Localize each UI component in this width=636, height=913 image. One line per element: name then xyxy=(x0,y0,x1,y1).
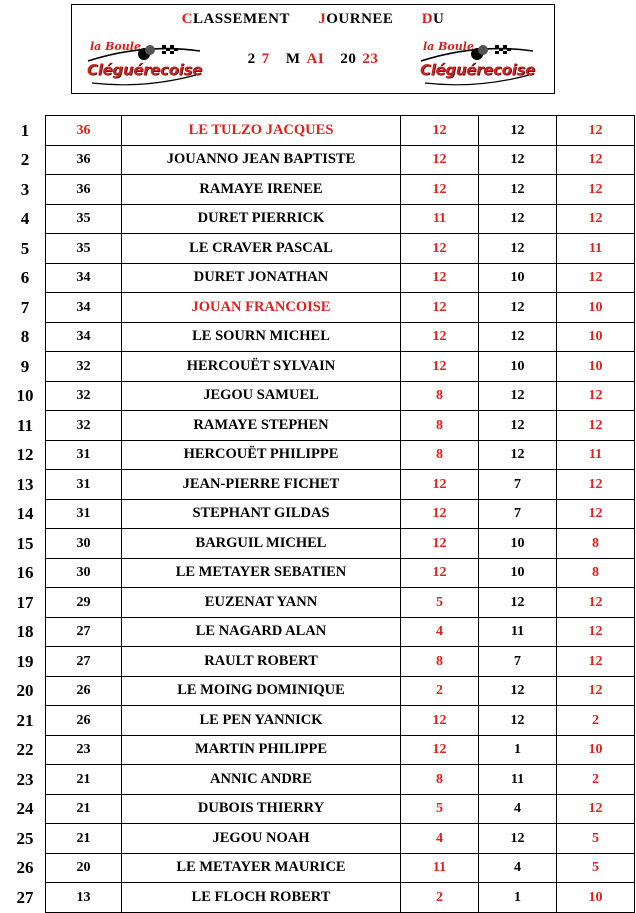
player-name-cell: EUZENAT YANN xyxy=(122,588,401,618)
score-2-cell: 4 xyxy=(479,794,557,824)
score-3-cell: 5 xyxy=(557,853,635,883)
rank-cell: 6 xyxy=(20,268,30,288)
table-row xyxy=(5,234,635,264)
player-name-cell: MARTIN PHILIPPE xyxy=(122,735,401,765)
rank-cell: 21 xyxy=(16,710,34,730)
table-row xyxy=(5,352,635,382)
rank-cell: 1 xyxy=(20,120,30,140)
score-1-cell: 12 xyxy=(401,470,479,500)
table-row xyxy=(5,411,635,441)
table-row xyxy=(5,883,635,913)
score-2-cell: 11 xyxy=(479,765,557,795)
player-name-cell: RAULT ROBERT xyxy=(122,647,401,677)
score-3-cell: 12 xyxy=(557,470,635,500)
points-cell: 13 xyxy=(46,883,122,913)
table-row xyxy=(5,647,635,677)
score-1-cell: 12 xyxy=(401,706,479,736)
score-3-cell: 12 xyxy=(557,676,635,706)
score-3-cell: 8 xyxy=(557,529,635,559)
rank-cell: 16 xyxy=(16,563,34,583)
points-cell: 35 xyxy=(46,234,122,264)
score-2-cell: 7 xyxy=(479,647,557,677)
table-row xyxy=(5,529,635,559)
score-2-cell: 10 xyxy=(479,352,557,382)
score-3-cell: 10 xyxy=(557,735,635,765)
score-1-cell: 12 xyxy=(401,145,479,175)
score-3-cell: 12 xyxy=(557,204,635,234)
score-3-cell: 12 xyxy=(557,617,635,647)
score-3-cell: 12 xyxy=(557,499,635,529)
rank-cell: 9 xyxy=(20,356,30,376)
points-cell: 26 xyxy=(46,706,122,736)
score-2-cell: 12 xyxy=(479,411,557,441)
points-cell: 35 xyxy=(46,204,122,234)
rank-cell: 11 xyxy=(16,415,34,435)
player-name-cell: BARGUIL MICHEL xyxy=(122,529,401,559)
rank-cell: 26 xyxy=(16,858,34,878)
player-name-cell: HERCOUËT PHILIPPE xyxy=(122,440,401,470)
player-name-cell: LE METAYER SEBATIEN xyxy=(122,558,401,588)
logo-text: Cléguérecoise xyxy=(420,61,536,79)
player-name-cell: DUBOIS THIERRY xyxy=(122,794,401,824)
table-row xyxy=(5,470,635,500)
score-1-cell: 12 xyxy=(401,116,479,146)
score-3-cell: 10 xyxy=(557,293,635,323)
score-2-cell: 1 xyxy=(479,735,557,765)
score-1-cell: 5 xyxy=(401,794,479,824)
rank-cell: 24 xyxy=(16,799,34,819)
points-cell: 30 xyxy=(46,558,122,588)
score-3-cell: 8 xyxy=(557,558,635,588)
points-cell: 26 xyxy=(46,676,122,706)
score-3-cell: 12 xyxy=(557,794,635,824)
logo-text: Cléguérecoise xyxy=(87,61,203,79)
ranking-rows xyxy=(5,116,635,913)
score-3-cell: 12 xyxy=(557,647,635,677)
score-2-cell: 11 xyxy=(479,617,557,647)
score-1-cell: 12 xyxy=(401,293,479,323)
score-1-cell: 11 xyxy=(401,853,479,883)
score-2-cell: 10 xyxy=(479,558,557,588)
score-1-cell: 8 xyxy=(401,381,479,411)
score-2-cell: 4 xyxy=(479,853,557,883)
score-1-cell: 2 xyxy=(401,883,479,913)
table-row xyxy=(5,116,635,146)
score-2-cell: 1 xyxy=(479,883,557,913)
rank-cell: 27 xyxy=(16,887,34,907)
score-1-cell: 5 xyxy=(401,588,479,618)
points-cell: 23 xyxy=(46,735,122,765)
score-3-cell: 2 xyxy=(557,706,635,736)
rank-cell: 8 xyxy=(20,327,30,347)
score-3-cell: 10 xyxy=(557,352,635,382)
rank-cell: 13 xyxy=(16,474,34,494)
table-row xyxy=(5,322,635,352)
player-name-cell: JOUAN FRANCOISE xyxy=(122,293,401,323)
points-cell: 36 xyxy=(46,116,122,146)
score-1-cell: 12 xyxy=(401,234,479,264)
points-cell: 34 xyxy=(46,263,122,293)
table-row xyxy=(5,499,635,529)
score-2-cell: 10 xyxy=(479,263,557,293)
score-3-cell: 12 xyxy=(557,145,635,175)
score-1-cell: 2 xyxy=(401,676,479,706)
score-3-cell: 12 xyxy=(557,175,635,205)
table-row xyxy=(5,204,635,234)
table-row xyxy=(5,145,635,175)
table-row xyxy=(5,706,635,736)
score-3-cell: 12 xyxy=(557,381,635,411)
points-cell: 30 xyxy=(46,529,122,559)
score-1-cell: 12 xyxy=(401,529,479,559)
player-name-cell: JEGOU NOAH xyxy=(122,824,401,854)
score-3-cell: 11 xyxy=(557,234,635,264)
score-2-cell: 12 xyxy=(479,706,557,736)
club-logo-right xyxy=(417,39,537,89)
score-2-cell: 12 xyxy=(479,175,557,205)
points-cell: 31 xyxy=(46,470,122,500)
table-row xyxy=(5,440,635,470)
points-cell: 21 xyxy=(46,794,122,824)
rank-cell: 15 xyxy=(16,533,34,553)
rank-cell: 22 xyxy=(16,740,34,760)
rank-cell: 23 xyxy=(16,769,34,789)
player-name-cell: LE PEN YANNICK xyxy=(122,706,401,736)
player-name-cell: DURET JONATHAN xyxy=(122,263,401,293)
score-1-cell: 12 xyxy=(401,735,479,765)
points-cell: 21 xyxy=(46,765,122,795)
table-row xyxy=(5,558,635,588)
player-name-cell: LE FLOCH ROBERT xyxy=(122,883,401,913)
player-name-cell: LE SOURN MICHEL xyxy=(122,322,401,352)
player-name-cell: ANNIC ANDRE xyxy=(122,765,401,795)
rank-cell: 18 xyxy=(16,622,34,642)
player-name-cell: LE NAGARD ALAN xyxy=(122,617,401,647)
score-2-cell: 12 xyxy=(479,824,557,854)
title-word-journee: JOURNEE xyxy=(318,11,394,27)
points-cell: 31 xyxy=(46,499,122,529)
player-name-cell: JOUANNO JEAN BAPTISTE xyxy=(122,145,401,175)
date-day: 2 7 xyxy=(247,51,270,67)
score-2-cell: 10 xyxy=(479,529,557,559)
logo-top-text: la Boule xyxy=(423,40,474,53)
score-2-cell: 12 xyxy=(479,293,557,323)
rank-cell: 12 xyxy=(16,445,34,465)
player-name-cell: LE MOING DOMINIQUE xyxy=(122,676,401,706)
player-name-cell: RAMAYE STEPHEN xyxy=(122,411,401,441)
ranking-table xyxy=(5,115,635,913)
score-1-cell: 12 xyxy=(401,175,479,205)
title-word-du: DU xyxy=(421,11,445,27)
score-3-cell: 12 xyxy=(557,588,635,618)
points-cell: 20 xyxy=(46,853,122,883)
player-name-cell: JEAN-PIERRE FICHET xyxy=(122,470,401,500)
score-2-cell: 12 xyxy=(479,145,557,175)
title-word-classement: CLASSEMENT xyxy=(181,11,290,27)
points-cell: 32 xyxy=(46,381,122,411)
points-cell: 36 xyxy=(46,175,122,205)
rank-cell: 25 xyxy=(16,828,34,848)
score-2-cell: 7 xyxy=(479,470,557,500)
rank-cell: 10 xyxy=(16,386,34,406)
score-2-cell: 7 xyxy=(479,499,557,529)
score-1-cell: 8 xyxy=(401,765,479,795)
table-row xyxy=(5,293,635,323)
rank-cell: 17 xyxy=(16,592,34,612)
score-1-cell: 12 xyxy=(401,499,479,529)
score-2-cell: 12 xyxy=(479,381,557,411)
club-logo-left xyxy=(84,39,204,89)
player-name-cell: LE TULZO JACQUES xyxy=(122,116,401,146)
document-header xyxy=(71,4,555,94)
player-name-cell: LE METAYER MAURICE xyxy=(122,853,401,883)
score-3-cell: 10 xyxy=(557,322,635,352)
score-2-cell: 12 xyxy=(479,322,557,352)
score-3-cell: 12 xyxy=(557,411,635,441)
page-title xyxy=(72,11,554,28)
table-row xyxy=(5,676,635,706)
table-row xyxy=(5,617,635,647)
table-row xyxy=(5,794,635,824)
points-cell: 27 xyxy=(46,617,122,647)
score-1-cell: 12 xyxy=(401,558,479,588)
points-cell: 21 xyxy=(46,824,122,854)
score-3-cell: 11 xyxy=(557,440,635,470)
player-name-cell: LE CRAVER PASCAL xyxy=(122,234,401,264)
score-1-cell: 8 xyxy=(401,411,479,441)
score-2-cell: 12 xyxy=(479,234,557,264)
table-row xyxy=(5,765,635,795)
score-1-cell: 12 xyxy=(401,352,479,382)
score-3-cell: 2 xyxy=(557,765,635,795)
rank-cell: 4 xyxy=(20,209,30,229)
score-2-cell: 12 xyxy=(479,676,557,706)
player-name-cell: STEPHANT GILDAS xyxy=(122,499,401,529)
logo-top-text: la Boule xyxy=(90,40,141,53)
score-1-cell: 11 xyxy=(401,204,479,234)
table-row xyxy=(5,824,635,854)
table-row xyxy=(5,588,635,618)
player-name-cell: DURET PIERRICK xyxy=(122,204,401,234)
rank-cell: 19 xyxy=(16,651,34,671)
points-cell: 27 xyxy=(46,647,122,677)
table-row xyxy=(5,735,635,765)
table-row xyxy=(5,175,635,205)
rank-cell: 20 xyxy=(16,681,34,701)
score-1-cell: 12 xyxy=(401,263,479,293)
table-row xyxy=(5,853,635,883)
score-3-cell: 5 xyxy=(557,824,635,854)
table-row xyxy=(5,263,635,293)
points-cell: 29 xyxy=(46,588,122,618)
player-name-cell: HERCOUËT SYLVAIN xyxy=(122,352,401,382)
player-name-cell: JEGOU SAMUEL xyxy=(122,381,401,411)
score-2-cell: 12 xyxy=(479,116,557,146)
score-2-cell: 12 xyxy=(479,204,557,234)
date-year: 20 23 xyxy=(340,51,379,67)
rank-cell: 2 xyxy=(20,150,30,170)
score-3-cell: 12 xyxy=(557,263,635,293)
points-cell: 34 xyxy=(46,322,122,352)
points-cell: 34 xyxy=(46,293,122,323)
score-3-cell: 10 xyxy=(557,883,635,913)
score-1-cell: 8 xyxy=(401,647,479,677)
score-1-cell: 8 xyxy=(401,440,479,470)
score-1-cell: 12 xyxy=(401,322,479,352)
score-2-cell: 12 xyxy=(479,588,557,618)
score-1-cell: 4 xyxy=(401,824,479,854)
points-cell: 32 xyxy=(46,411,122,441)
points-cell: 36 xyxy=(46,145,122,175)
score-3-cell: 12 xyxy=(557,116,635,146)
rank-cell: 14 xyxy=(16,504,34,524)
player-name-cell: RAMAYE IRENEE xyxy=(122,175,401,205)
table-row xyxy=(5,381,635,411)
rank-cell: 5 xyxy=(20,238,30,258)
points-cell: 31 xyxy=(46,440,122,470)
score-1-cell: 4 xyxy=(401,617,479,647)
rank-cell: 7 xyxy=(20,297,30,317)
score-2-cell: 12 xyxy=(479,440,557,470)
points-cell: 32 xyxy=(46,352,122,382)
date-month: M AI xyxy=(285,51,325,67)
rank-cell: 3 xyxy=(20,179,30,199)
